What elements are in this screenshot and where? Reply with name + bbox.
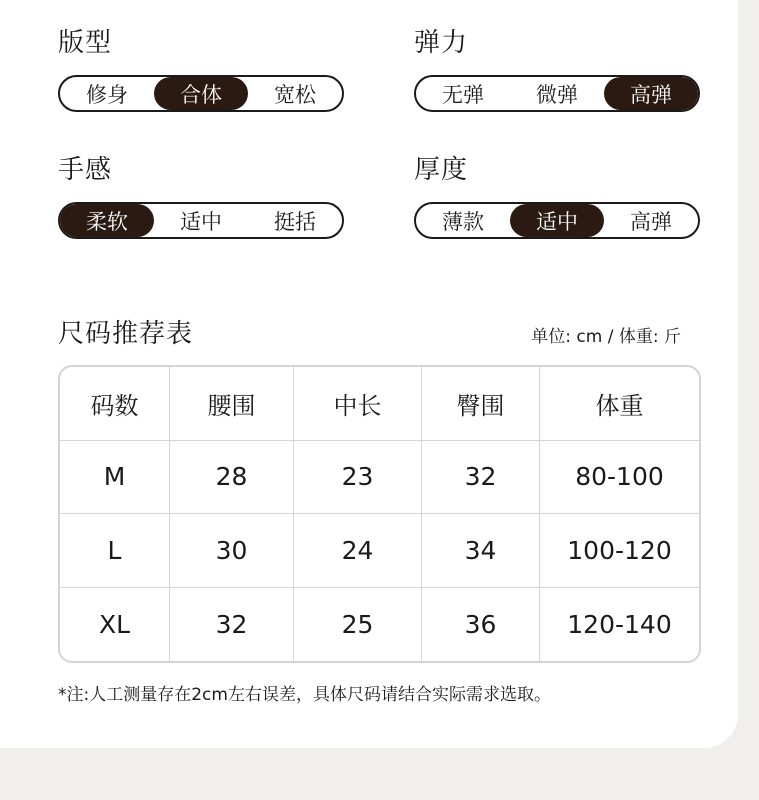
table-cell: 32 [170, 588, 294, 662]
hand-feel-option-selected[interactable]: 柔软 [60, 204, 154, 237]
column-header: 中长 [294, 367, 422, 440]
unit-note: 单位: cm / 体重: 斤 [531, 327, 681, 347]
thickness-option-selected[interactable]: 适中 [510, 204, 604, 237]
column-header: 臀围 [422, 367, 540, 440]
size-chart-title: 尺码推荐表 [58, 319, 194, 349]
table-row [60, 441, 699, 515]
table-cell: 100-120 [567, 535, 672, 565]
column-header: 体重 [595, 391, 644, 420]
thickness-option[interactable]: 高弹 [630, 209, 672, 234]
thickness-option[interactable]: 薄款 [442, 209, 484, 234]
table-cell: M [60, 441, 170, 514]
table-cell: L [60, 514, 170, 587]
table-cell: 28 [170, 441, 294, 514]
hand-feel-option[interactable]: 挺括 [274, 209, 316, 234]
elasticity-option-selected[interactable]: 高弹 [604, 77, 698, 110]
attr-fit [58, 28, 316, 107]
table-cell: 32 [422, 441, 540, 514]
measurement-footnote: *注:人工测量存在2cm左右误差，具体尺码请结合实际需求选取。 [58, 685, 551, 705]
table-cell: 34 [422, 514, 540, 587]
elasticity-segmented-control [414, 75, 700, 112]
attr-title: 弹力 [414, 28, 469, 58]
table-cell: 25 [294, 588, 422, 662]
hand-feel-segmented-control [58, 202, 344, 239]
table-cell: 36 [422, 588, 540, 662]
hand-feel-option[interactable]: 适中 [180, 209, 222, 234]
table-cell: 23 [294, 441, 422, 514]
attr-hand-feel [58, 155, 316, 234]
table-cell: 80-100 [575, 462, 664, 492]
fit-option-selected[interactable]: 合体 [154, 77, 248, 110]
size-chart-table [58, 365, 701, 663]
fit-option[interactable]: 修身 [86, 82, 128, 107]
table-cell: 120-140 [567, 609, 672, 639]
table-row [60, 514, 699, 588]
fit-segmented-control [58, 75, 344, 112]
attr-title: 厚度 [414, 155, 469, 185]
column-header: 腰围 [170, 367, 294, 440]
table-cell: 24 [294, 514, 422, 587]
table-cell: 30 [170, 514, 294, 587]
attr-title: 版型 [58, 28, 113, 58]
elasticity-option[interactable]: 微弹 [536, 82, 578, 107]
attr-thickness [414, 155, 672, 234]
fit-option[interactable]: 宽松 [274, 82, 316, 107]
attr-elasticity [414, 28, 672, 107]
attr-title: 手感 [58, 155, 113, 185]
column-header: 码数 [60, 367, 170, 440]
table-cell: XL [60, 588, 170, 662]
thickness-segmented-control [414, 202, 700, 239]
table-header-row [60, 367, 699, 441]
table-row [60, 588, 699, 662]
elasticity-option[interactable]: 无弹 [442, 82, 484, 107]
